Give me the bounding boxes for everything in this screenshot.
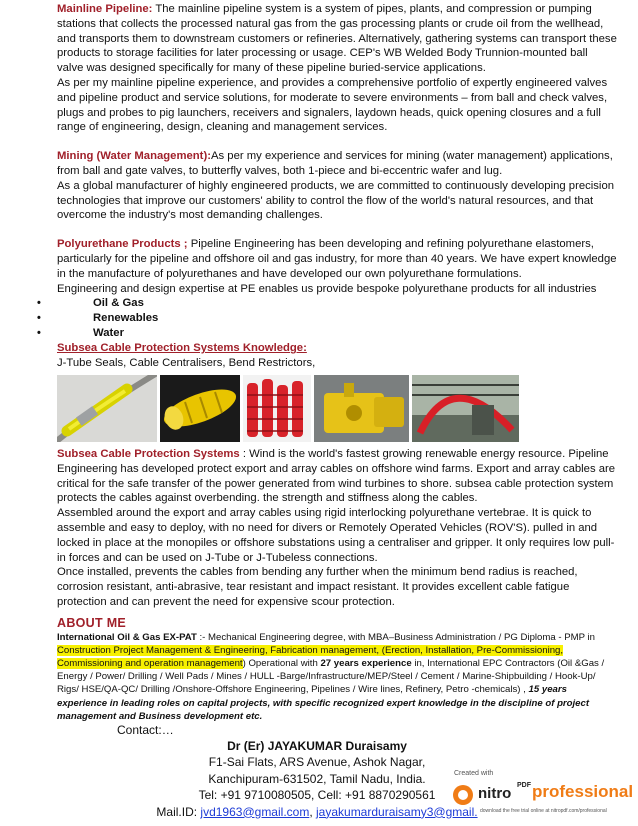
mainline-text: The mainline pipeline system is a system of pipes, plants, and compression or pumping stations that collects the processed natural gas from the gas processing plants or crude oil from the wellhead, and transports them to downstream customers or refineries. Alternatively, gathering systems can transport these products to storage facilities for later processing or usage. CEP's WB Welded Body Trunnion-mounted ball valve was designed specifically for many of these pipeline buried-service applications.: [57, 3, 617, 75]
subsea-paragraph: [57, 447, 617, 506]
subsea-knowledge-heading: Subsea Cable Protection Systems Knowledge:: [57, 342, 307, 355]
subsea-paragraph-3: Once installed, prevents the cables from bending any further when the minimum bend radius is reached, corrosion resistant, anti-abrasive, tear resistant and impact resistant. It provides excellent cable fatigue protection and can prevent the need for expensive scour protection.: [57, 566, 578, 608]
subsea-heading: Subsea Cable Protection Systems: [57, 447, 240, 460]
list-item: • Water: [57, 326, 617, 341]
nitro-watermark: [452, 768, 632, 824]
about-text-3: in, International EPC Contractors (Oil &Gas / Energy / Power/ Drilling / Well Pads / Mines / HULL -Barge/Infrastructure/MEP/Steel / Cement / Marine-Shipbuilding / Hook-Up/ Rigs/ HSE/QA-QC/ Drilling /Onshore-Offshore Engineering, Pipelines / Wire lines, Refinery, Petro -chemicals) ,: [57, 657, 605, 696]
bend-stiffener-photo: [57, 375, 157, 442]
about-paragraph: [57, 631, 617, 723]
cable-centraliser-photo: [160, 375, 240, 442]
polyurethane-heading: Polyurethane Products ;: [57, 238, 188, 251]
nitro-download-text: download the free trial online at nitropdf.com/professional: [480, 808, 607, 814]
polyurethane-paragraph-2: Engineering and design expertise at PE enables us provide bespoke polyurethane products for all industries: [57, 282, 597, 295]
subsea-knowledge-text: J-Tube Seals, Cable Centralisers, Bend Restrictors,: [57, 357, 316, 370]
mainline-paragraph: [57, 2, 617, 76]
contact-phone: Tel: +91 9710080505, Cell: +91 8870290561: [198, 788, 436, 803]
product-photos: [57, 375, 617, 442]
email-link-1[interactable]: jvd1963@gmail.com: [200, 804, 310, 819]
contact-address-2: Kanchipuram-631502, Tamil Nadu, India.: [208, 771, 426, 786]
email-link-2[interactable]: jayakumarduraisamy3@gmail.: [316, 804, 478, 819]
nitro-brand: nitro: [478, 785, 512, 802]
list-item: • Oil & Gas: [57, 296, 617, 311]
contact-address-1: F1-Sai Flats, ARS Avenue, Ashok Nagar,: [208, 755, 426, 770]
contact-label: Contact:…: [117, 722, 174, 737]
contact-name: Dr (Er) JAYAKUMAR Duraisamy: [227, 738, 407, 753]
list-item: • Renewables: [57, 311, 617, 326]
about-italic: 15 years experience in leading roles on capital projects, with specific recognized expert knowledge in the discipline of project management and Business development etc.: [57, 684, 590, 722]
email-separator: ,: [309, 804, 316, 819]
industries-list: [57, 296, 617, 341]
polyurethane-paragraph: [57, 237, 617, 281]
created-with-text: Created with: [454, 770, 494, 777]
about-years: 27 years experience: [320, 657, 412, 669]
polyurethane-text: Pipeline Engineering has been developing and refining polyurethane elastomers, particularly for the pipeline and offshore oil and gas industry, for more than 40 years. We have expert knowledge in the manufacture of polyurethanes and have developed our own polyurethane formulations.: [57, 238, 617, 280]
mining-text: As per my experience and services for mining (water management) applications, from ball and gate valves, to butterfly valves, both 1-piece and bi-eccentric wafer and lug.: [57, 150, 613, 177]
about-text-2: ) Operational with: [242, 657, 321, 669]
cable-protection-photo: [412, 375, 519, 442]
j-tube-seal-photo: [314, 375, 409, 442]
nitro-pdf: PDF: [517, 782, 531, 789]
document-page: [57, 2, 617, 820]
about-text-1: :- Mechanical Engineering degree, with MBA–Business Administration / PG Diploma - PMP in: [196, 631, 595, 643]
about-lead: International Oil & Gas EX-PAT: [57, 631, 197, 643]
mining-paragraph: [57, 149, 617, 179]
bend-restrictor-photo: [243, 375, 311, 442]
mainline-heading: Mainline Pipeline:: [57, 3, 153, 15]
mainline-paragraph-2: As per my mainline pipeline experience, and provides a comprehensive portfolio of expertly engineered valves and pipeline product and service solutions, for moderate to severe environments – from ball and check valves, plugs and probes to pig launchers, receivers and signalers, laydown heads, quick opening closures and a full range of engineering, design, cleaning and management services.: [57, 76, 608, 134]
mining-heading: Mining (Water Management):: [57, 150, 211, 163]
nitro-professional: professional: [532, 782, 634, 801]
subsea-text: : Wind is the world's fastest growing renewable energy resource. Pipeline Engineering has developed protect export and array cables on offshore wind farms. Export and array cables are critical for the safe transfer of the power generated from wind turbines to shore. subsea cable protection system protects the cables against overbending. the strength and stiffness along the cables.: [57, 447, 616, 505]
email-prefix: Mail.ID:: [156, 804, 201, 819]
subsea-paragraph-2: Assembled around the export and array cables using rigid interlocking polyurethane vertebrae. It is quick to assemble and easy to deploy, with no need for divers or Remotely Operated Vehicles (ROV'S). pulled in and locked in place at the monopiles or offshore substations using a centraliser and gripper. It only requires low pull-in forces and can be used on J-Tube or J-Tubeless connections.: [57, 507, 615, 564]
about-highlight: Construction Project Management & Engineering, Fabrication management, (Erection, Installation, Pre-Commissioning, Commissioning and operation management: [57, 644, 564, 669]
mining-paragraph-2: As a global manufacturer of highly engineered products, we are committed to continuously developing precision technologies that improve our customers' ability to control the flow of the world's natural resources, and that overcome the industry's most demanding challenges.: [57, 179, 615, 222]
about-title: ABOUT ME: [57, 615, 127, 630]
nitro-logo-icon: [452, 784, 474, 806]
